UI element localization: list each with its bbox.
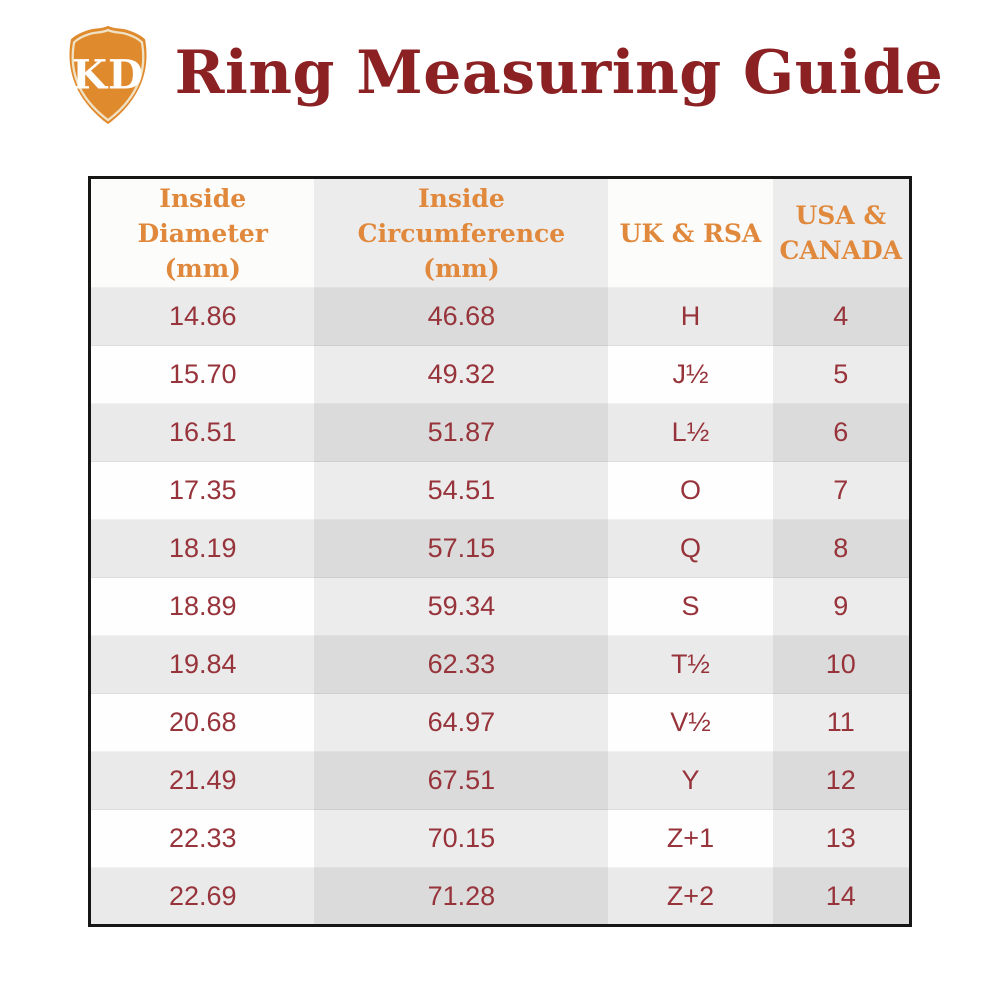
cell-uk-rsa: H xyxy=(608,288,772,346)
cell-uk-rsa: Z+1 xyxy=(608,810,772,868)
table-header xyxy=(90,178,911,288)
table-row xyxy=(90,868,911,926)
cell-usa-canada: 8 xyxy=(773,520,911,578)
cell-diameter: 14.86 xyxy=(90,288,315,346)
header-row xyxy=(90,178,911,288)
cell-usa-canada: 13 xyxy=(773,810,911,868)
cell-diameter: 21.49 xyxy=(90,752,315,810)
cell-uk-rsa: Z+2 xyxy=(608,868,772,926)
cell-diameter: 16.51 xyxy=(90,404,315,462)
logo-text: KD xyxy=(71,50,144,99)
cell-circumference: 62.33 xyxy=(314,636,608,694)
kd-shield-logo-icon xyxy=(57,23,159,129)
cell-uk-rsa: Q xyxy=(608,520,772,578)
table-row xyxy=(90,810,911,868)
table-row xyxy=(90,694,911,752)
cell-circumference: 51.87 xyxy=(314,404,608,462)
cell-usa-canada: 7 xyxy=(773,462,911,520)
cell-diameter: 22.33 xyxy=(90,810,315,868)
cell-diameter: 18.89 xyxy=(90,578,315,636)
cell-circumference: 49.32 xyxy=(314,346,608,404)
cell-diameter: 20.68 xyxy=(90,694,315,752)
masthead xyxy=(0,0,1000,130)
table-row xyxy=(90,462,911,520)
table-row xyxy=(90,346,911,404)
cell-usa-canada: 14 xyxy=(773,868,911,926)
cell-usa-canada: 5 xyxy=(773,346,911,404)
cell-uk-rsa: Y xyxy=(608,752,772,810)
cell-circumference: 59.34 xyxy=(314,578,608,636)
cell-diameter: 17.35 xyxy=(90,462,315,520)
cell-uk-rsa: J½ xyxy=(608,346,772,404)
cell-uk-rsa: S xyxy=(608,578,772,636)
cell-circumference: 54.51 xyxy=(314,462,608,520)
cell-diameter: 15.70 xyxy=(90,346,315,404)
cell-uk-rsa: T½ xyxy=(608,636,772,694)
table-row xyxy=(90,520,911,578)
cell-usa-canada: 12 xyxy=(773,752,911,810)
cell-diameter: 22.69 xyxy=(90,868,315,926)
table-row xyxy=(90,578,911,636)
ring-size-table xyxy=(88,176,912,927)
cell-circumference: 67.51 xyxy=(314,752,608,810)
cell-diameter: 18.19 xyxy=(90,520,315,578)
table-row xyxy=(90,636,911,694)
cell-circumference: 71.28 xyxy=(314,868,608,926)
cell-usa-canada: 9 xyxy=(773,578,911,636)
table-row xyxy=(90,752,911,810)
cell-circumference: 46.68 xyxy=(314,288,608,346)
table-row xyxy=(90,404,911,462)
cell-uk-rsa: L½ xyxy=(608,404,772,462)
column-header-uk-rsa: UK & RSA xyxy=(608,178,772,288)
cell-usa-canada: 6 xyxy=(773,404,911,462)
cell-diameter: 19.84 xyxy=(90,636,315,694)
page-title: Ring Measuring Guide xyxy=(174,38,944,108)
table-body xyxy=(90,288,911,926)
cell-uk-rsa: O xyxy=(608,462,772,520)
table-row xyxy=(90,288,911,346)
cell-circumference: 70.15 xyxy=(314,810,608,868)
column-header-inside-diameter: Inside Diameter (mm) xyxy=(90,178,315,288)
cell-usa-canada: 10 xyxy=(773,636,911,694)
cell-uk-rsa: V½ xyxy=(608,694,772,752)
column-header-inside-circumference: Inside Circumference (mm) xyxy=(314,178,608,288)
cell-usa-canada: 4 xyxy=(773,288,911,346)
cell-usa-canada: 11 xyxy=(773,694,911,752)
cell-circumference: 57.15 xyxy=(314,520,608,578)
column-header-usa-canada: USA & CANADA xyxy=(773,178,911,288)
cell-circumference: 64.97 xyxy=(314,694,608,752)
